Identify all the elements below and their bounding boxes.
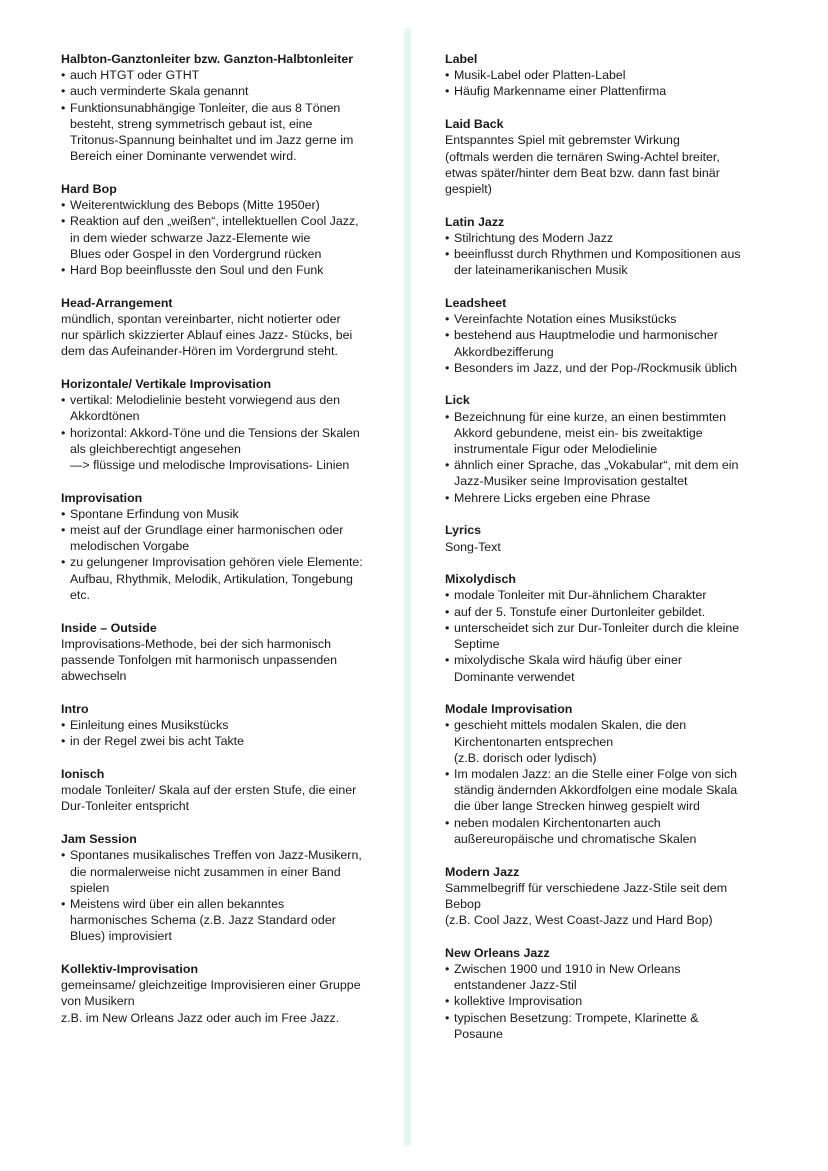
bullet-item: • mixolydische Skala wird häufig über einer Dominante verwendet	[445, 652, 785, 684]
bullet-item: • auch verminderte Skala genannt	[61, 83, 401, 99]
glossary-entry-kollektiv-improvisation	[61, 961, 401, 1026]
definition-text: Sammelbegriff für verschiedene Jazz-Stile seit dem Bebop (z.B. Cool Jazz, West Coast-Jazz und Hard Bop)	[445, 880, 728, 928]
bullet-item: • Reaktion auf den „weißen“, intellektuellen Cool Jazz, in dem wieder schwarze Jazz-Elemente wie Blues oder Gospel in den Vordergrund rücken	[61, 213, 401, 262]
glossary-term: Mixolydisch	[445, 572, 516, 587]
bullet-item: • Vereinfachte Notation eines Musikstücks	[445, 311, 785, 327]
glossary-entry-improvisation	[61, 490, 401, 603]
glossary-entry-jam-session	[61, 831, 401, 944]
glossary-entry-hard-bop	[61, 181, 401, 278]
definition-text: gemeinsame/ gleichzeitige Improvisieren einer Gruppe von Musikern z.B. im New Orleans Jazz oder auch im Free Jazz.	[61, 978, 361, 1025]
glossary-term: Jam Session	[61, 832, 137, 847]
bullet-item: • geschieht mittels modalen Skalen, die den Kirchentonarten entsprechen (z.B. dorisch oder lydisch)	[445, 717, 785, 766]
bullet-item: • auch HTGT oder GTHT	[61, 67, 401, 83]
glossary-term: Head-Arrangement	[61, 295, 173, 310]
bullet-item: • Spontanes musikalisches Treffen von Jazz-Musikern, die normalerweise nicht zusammen in einer Band spielen	[61, 847, 401, 896]
right-column	[445, 51, 785, 1059]
definition-text: Improvisations-Methode, bei der sich harmonisch passende Tonfolgen mit harmonisch unpassenden abwechseln	[61, 636, 337, 684]
bullet-item: • Bezeichnung für eine kurze, an einen bestimmten Akkord gebundene, meist ein- bis zweitaktige instrumentale Figur oder Melodielinie	[445, 409, 785, 458]
glossary-term: Inside – Outside	[61, 620, 157, 635]
bullet-item: • Stilrichtung des Modern Jazz	[445, 230, 785, 246]
bullet-item: • Im modalen Jazz: an die Stelle einer Folge von sich ständig ändernden Akkordfolgen eine modale Skala die über lange Strecken hinweg gespielt wird	[445, 766, 785, 815]
glossary-term: Hard Bop	[61, 181, 117, 196]
glossary-term: Ionisch	[61, 767, 105, 782]
glossary-term: Label	[445, 52, 478, 66]
bullet-item: • Zwischen 1900 und 1910 in New Orleans entstandener Jazz-Stil	[445, 961, 785, 993]
glossary-entry-new-orleans-jazz	[445, 945, 785, 1042]
bullet-item: • typischen Besetzung: Trompete, Klarinette & Posaune	[445, 1010, 785, 1042]
glossary-term: Modern Jazz	[445, 864, 520, 879]
glossary-term: Leadsheet	[445, 295, 507, 310]
glossary-term: Laid Back	[445, 117, 504, 132]
glossary-term: Lyrics	[445, 523, 482, 538]
bullet-item: • unterscheidet sich zur Dur-Tonleiter durch die kleine Septime	[445, 620, 785, 652]
bullet-item: • Musik-Label oder Platten-Label	[445, 67, 785, 83]
glossary-entry-lick	[445, 392, 785, 505]
bullet-item: • Spontane Erfindung von Musik	[61, 506, 401, 522]
glossary-entry-horizontale-vertikale-improvisation	[61, 376, 401, 473]
bullet-item: • Hard Bop beeinflusste den Soul und den Funk	[61, 262, 401, 278]
bullet-item: • horizontal: Akkord-Töne und die Tensions der Skalen als gleichberechtigt angesehen	[61, 425, 401, 457]
bullet-item: • auf der 5. Tonstufe einer Durtonleiter gebildet.	[445, 604, 785, 620]
glossary-entry-label	[445, 51, 785, 100]
glossary-term: Horizontale/ Vertikale Improvisation	[61, 376, 272, 391]
bullet-item: • Häufig Markenname einer Plattenfirma	[445, 83, 785, 99]
glossary-entry-mixolydisch	[445, 571, 785, 684]
glossary-entry-halbton-ganztonleiter-bzw-ganzton-halbtonleiter	[61, 51, 401, 164]
glossary-entry-inside-outside	[61, 620, 401, 685]
bullet-item: • Weiterentwicklung des Bebops (Mitte 1950er)	[61, 197, 401, 213]
glossary-term: Intro	[61, 701, 89, 716]
glossary-entry-lyrics	[445, 522, 785, 554]
glossary-entry-laid-back	[445, 116, 785, 197]
bullet-item: • modale Tonleiter mit Dur-ähnlichem Charakter	[445, 587, 785, 603]
definition-text: Song-Text	[445, 539, 501, 554]
bullet-item: • Einleitung eines Musikstücks	[61, 717, 401, 733]
column-divider	[404, 28, 411, 1146]
definition-text: modale Tonleiter/ Skala auf der ersten Stufe, die einer Dur-Tonleiter entspricht	[61, 783, 357, 814]
glossary-term: Modale Improvisation	[445, 702, 573, 717]
glossary-entry-intro	[61, 701, 401, 750]
glossary-term: Latin Jazz	[445, 214, 505, 229]
glossary-term: New Orleans Jazz	[445, 945, 550, 960]
glossary-entry-ionisch	[61, 766, 401, 815]
glossary-entry-head-arrangement	[61, 295, 401, 360]
bullet-item: • ähnlich einer Sprache, das „Vokabular“, mit dem ein Jazz-Musiker seine Improvisation gestaltet	[445, 457, 785, 489]
bullet-item: • kollektive Improvisation	[445, 993, 785, 1009]
bullet-item: • zu gelungener Improvisation gehören viele Elemente: Aufbau, Rhythmik, Melodik, Artikulation, Tongebung etc.	[61, 554, 401, 603]
bullet-item: • in der Regel zwei bis acht Takte	[61, 733, 401, 749]
bullet-item: • Funktionsunabhängige Tonleiter, die aus 8 Tönen besteht, streng symmetrisch gebaut ist, eine Tritonus-Spannung beinhaltet und im Jazz gerne im Bereich einer Dominante verwendet wird.	[61, 100, 401, 165]
bullet-item: • bestehend aus Hauptmelodie und harmonischer Akkordbezifferung	[445, 327, 785, 359]
glossary-entry-leadsheet	[445, 295, 785, 376]
bullet-item: • Mehrere Licks ergeben eine Phrase	[445, 490, 785, 506]
bullet-item: • vertikal: Melodielinie besteht vorwiegend aus den Akkordtönen	[61, 392, 401, 424]
glossary-entry-modale-improvisation	[445, 701, 785, 847]
definition-text: mündlich, spontan vereinbarter, nicht notierter oder nur spärlich skizzierter Ablauf eines Jazz- Stücks, bei dem das Aufeinander-Hören im Vordergrund steht.	[61, 311, 353, 359]
glossary-entry-modern-jazz	[445, 864, 785, 929]
bullet-item: • beeinflusst durch Rhythmen und Kompositionen aus der lateinamerikanischen Musik	[445, 246, 785, 278]
definition-text: Entspanntes Spiel mit gebremster Wirkung (oftmals werden die ternären Swing-Achtel breiter, etwas später/hinter dem Beat bzw. dann fast binär gespielt)	[445, 133, 720, 196]
glossary-term: Halbton-Ganztonleiter bzw. Ganzton-Halbtonleiter	[61, 52, 354, 66]
glossary-term: Kollektiv-Improvisation	[61, 962, 199, 977]
bullet-item: • Meistens wird über ein allen bekanntes harmonisches Schema (z.B. Jazz Standard oder Blues) improvisiert	[61, 896, 401, 945]
left-column	[61, 51, 401, 1042]
glossary-term: Lick	[445, 393, 470, 408]
bullet-item: • neben modalen Kirchentonarten auch außereuropäische und chromatische Skalen	[445, 815, 785, 847]
glossary-term: Improvisation	[61, 490, 143, 505]
bullet-item: • Besonders im Jazz, und der Pop-/Rockmusik üblich	[445, 360, 785, 376]
indented-note: —> flüssige und melodische Improvisations- Linien	[70, 457, 350, 472]
glossary-entry-latin-jazz	[445, 214, 785, 279]
bullet-item: • meist auf der Grundlage einer harmonischen oder melodischen Vorgabe	[61, 522, 401, 554]
